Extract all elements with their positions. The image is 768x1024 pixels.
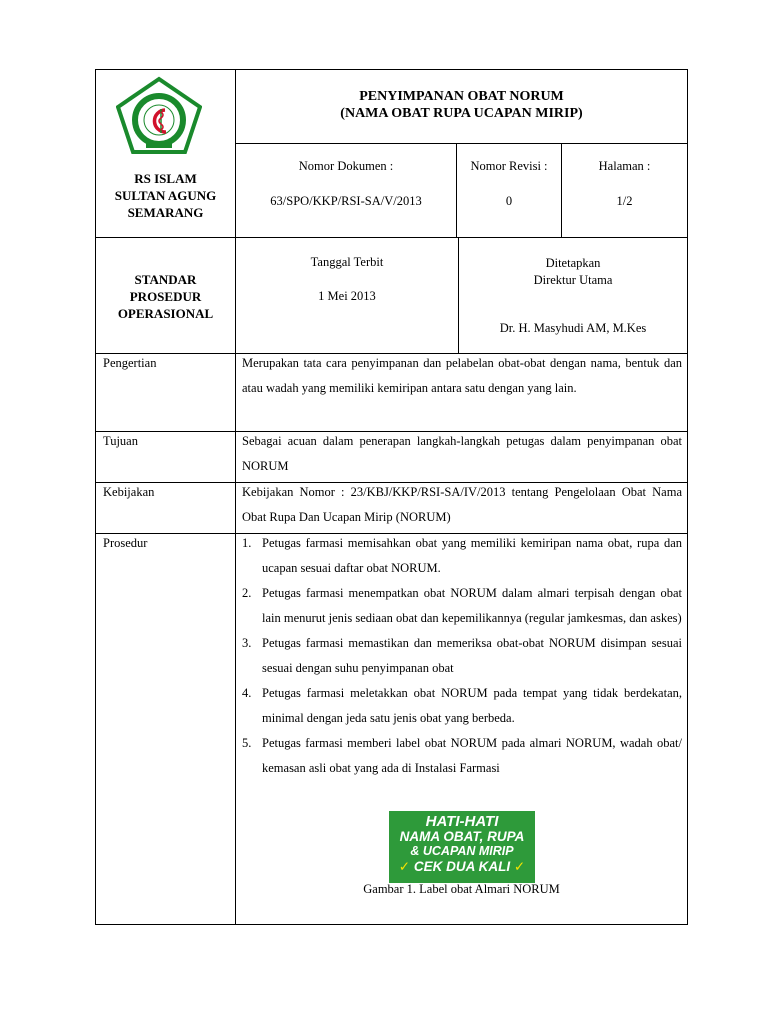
check-icon: ✓ bbox=[513, 859, 526, 874]
list-item bbox=[238, 581, 682, 631]
list-item-text: Petugas farmasi meletakkan obat NORUM pada tempat yang tidak berdekatan, minimal dengan jeda satu jenis obat yang berbeda. bbox=[262, 686, 682, 725]
list-item-text: Petugas farmasi memastikan dan memeriksa obat-obat NORUM disimpan sesuai sesuai dengan suhu penyimpanan obat bbox=[262, 636, 682, 675]
doc-number-label: Nomor Dokumen : bbox=[298, 159, 394, 173]
label-line1: HATI-HATI bbox=[425, 813, 499, 830]
list-item bbox=[238, 631, 682, 681]
divider bbox=[235, 237, 236, 924]
revision-label: Nomor Revisi : bbox=[470, 159, 548, 173]
sop-title-line1: STANDAR bbox=[134, 272, 197, 287]
section-text-pengertian: Merupakan tata cara penyimpanan dan pelabelan obat-obat dengan nama, bentuk dan atau wadah yang memiliki kemiripan antara satu dengan yang lain. bbox=[242, 356, 682, 395]
list-item-number: 5. bbox=[242, 736, 252, 750]
list-item-number: 3. bbox=[242, 636, 252, 650]
divider bbox=[235, 143, 687, 144]
title-line2: (NAMA OBAT RUPA UCAPAN MIRIP) bbox=[340, 106, 583, 121]
list-item-text: Petugas farmasi memberi label obat NORUM pada almari NORUM, wadah obat/ kemasan asli obat yang ada di Instalasi Farmasi bbox=[262, 736, 682, 775]
page-value: 1/2 bbox=[616, 194, 633, 208]
revision-value: 0 bbox=[505, 194, 513, 208]
divider bbox=[561, 143, 562, 237]
list-item-text: Petugas farmasi menempatkan obat NORUM dalam almari terpisah dengan obat lain menurut jenis sediaan obat dan kepemilikannya (regular jamkesmas, dan askes) bbox=[262, 586, 682, 625]
section-text-kebijakan: Kebijakan Nomor : 23/KBJ/KKP/RSI-SA/IV/2013 tentang Pengelolaan Obat Nama Obat Rupa Dan Ucapan Mirip (NORUM) bbox=[242, 485, 682, 524]
section-label-tujuan: Tujuan bbox=[103, 434, 138, 448]
list-item-number: 1. bbox=[242, 536, 252, 550]
sop-document bbox=[95, 69, 688, 925]
section-label-pengertian: Pengertian bbox=[103, 356, 157, 370]
label-line4 bbox=[389, 859, 535, 874]
approved-label: Ditetapkan bbox=[545, 256, 601, 270]
hospital-logo-icon bbox=[116, 76, 202, 154]
list-item-number: 4. bbox=[242, 686, 252, 700]
sop-title-line3: OPERASIONAL bbox=[117, 306, 214, 321]
list-item-text: Petugas farmasi memisahkan obat yang memiliki kemiripan nama obat, rupa dan ucapan sesuai daftar obat NORUM. bbox=[262, 536, 682, 575]
sop-title-line2: PROSEDUR bbox=[129, 289, 202, 304]
issue-date-label: Tanggal Terbit bbox=[310, 255, 384, 269]
norum-warning-label bbox=[389, 811, 535, 883]
list-item bbox=[238, 731, 682, 781]
hospital-name-line2: SULTAN AGUNG bbox=[114, 188, 217, 203]
divider bbox=[96, 237, 687, 238]
approved-name: Dr. H. Masyhudi AM, M.Kes bbox=[499, 321, 647, 335]
divider bbox=[456, 143, 457, 237]
doc-number-value: 63/SPO/KKP/RSI-SA/V/2013 bbox=[270, 194, 422, 208]
section-label-kebijakan: Kebijakan bbox=[103, 485, 155, 499]
list-item-number: 2. bbox=[242, 586, 252, 600]
issue-date-value: 1 Mei 2013 bbox=[318, 289, 376, 303]
page-label: Halaman : bbox=[598, 159, 651, 173]
label-line4-text: CEK DUA KALI bbox=[413, 859, 511, 874]
approval-block bbox=[459, 255, 687, 289]
label-line2: NAMA OBAT, RUPA bbox=[399, 829, 525, 844]
document-title bbox=[236, 88, 687, 122]
hospital-header-cell bbox=[96, 70, 235, 237]
section-label-prosedur: Prosedur bbox=[103, 536, 148, 550]
label-line3: & UCAPAN MIRIP bbox=[410, 844, 514, 858]
list-item bbox=[238, 681, 682, 731]
procedure-list bbox=[238, 531, 682, 781]
figure-caption: Gambar 1. Label obat Almari NORUM bbox=[363, 882, 560, 896]
approved-role: Direktur Utama bbox=[533, 273, 613, 287]
hospital-name-line3: SEMARANG bbox=[127, 205, 204, 220]
list-item bbox=[238, 531, 682, 581]
section-text-tujuan: Sebagai acuan dalam penerapan langkah-langkah petugas dalam penyimpanan obat NORUM bbox=[242, 434, 682, 473]
title-line1: PENYIMPANAN OBAT NORUM bbox=[359, 89, 564, 104]
hospital-name-line1: RS ISLAM bbox=[134, 171, 197, 186]
check-icon: ✓ bbox=[398, 859, 411, 874]
sop-title bbox=[96, 271, 235, 322]
